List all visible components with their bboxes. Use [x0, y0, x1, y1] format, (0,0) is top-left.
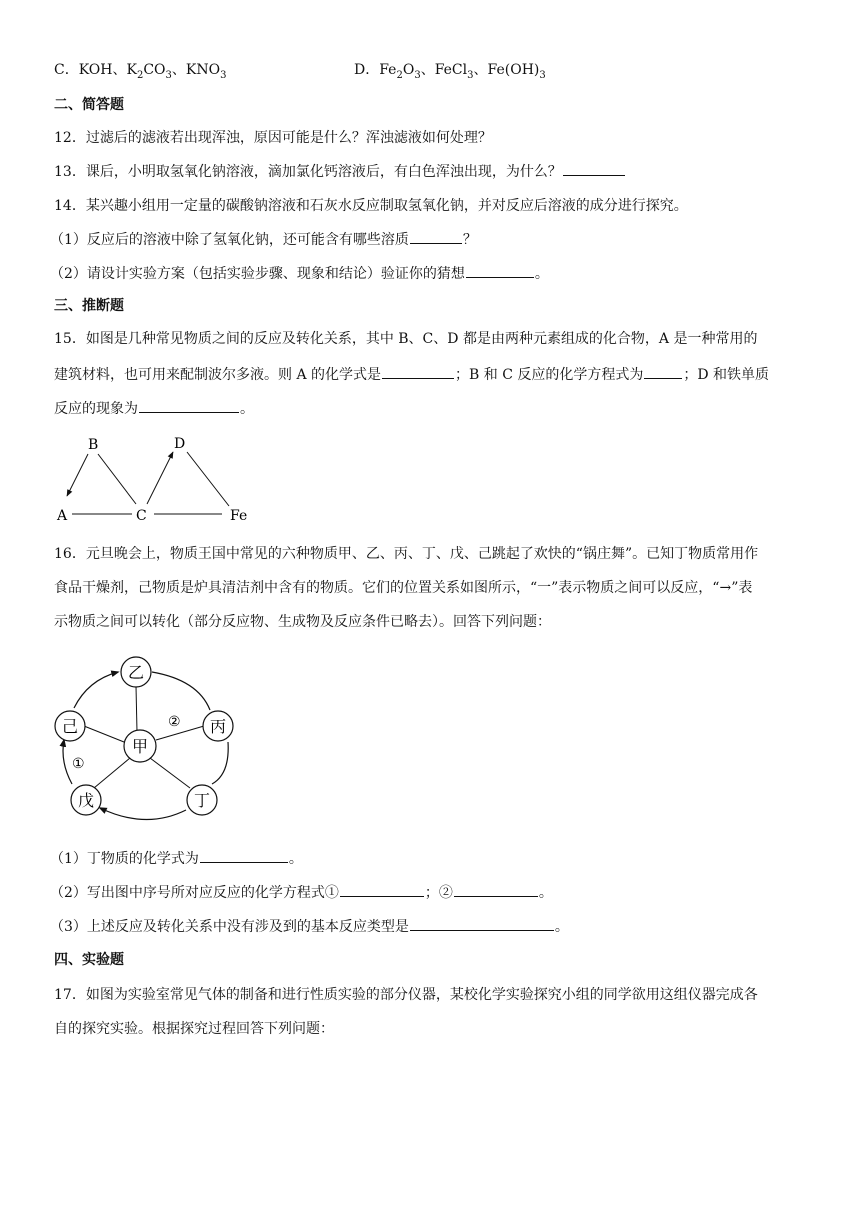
node-yi: 乙 — [127, 663, 145, 682]
question-15-line-3: 反应的现象为 。 — [54, 398, 254, 419]
answer-blank[interactable] — [466, 263, 534, 278]
question-17-line-2: 自的探究实验。根据探究过程回答下列问题： — [54, 1021, 334, 1037]
question-14-part-1: （1）反应后的溶液中除了氢氧化钠，还可能含有哪些溶质 ？ — [50, 229, 477, 250]
option-d: D．$Fe_2O_3$、FeCl$_3$、$Fe(OH)_3$ — [354, 62, 546, 81]
question-15-line-2: 建筑材料，也可用来配制波尔多液。则 A 的化学式是 ；B 和 C 反应的化学方程式为 ；D 和铁单质 — [54, 364, 769, 385]
answer-blank[interactable] — [139, 398, 239, 413]
arc-bing-ding — [212, 742, 228, 784]
node-a: A — [57, 508, 68, 524]
answer-blank[interactable] — [340, 882, 424, 897]
question-16-line-1: 16．元旦晚会上，物质王国中常见的六种物质甲、乙、丙、丁、戊、己跳起了欢快的“锅庄舞”。已知丁物质常用作 — [54, 546, 759, 562]
spoke-jia-ding — [150, 758, 190, 788]
spoke-jia-ji — [84, 726, 124, 742]
question-13: 13．课后，小明取氢氧化钠溶液，滴加氯化钙溶液后，有白色浑浊出现，为什么？ — [54, 161, 626, 182]
arc-ding-to-wu — [100, 808, 186, 820]
question-14-part-2: （2）请设计实验方案（包括实验步骤、现象和结论）验证你的猜想 。 — [50, 263, 549, 284]
line-c-to-d — [147, 452, 173, 504]
spoke-jia-yi — [136, 686, 137, 732]
node-ding: 丁 — [193, 791, 211, 810]
question-12: 12．过滤后的滤液若出现浑浊，原因可能是什么？浑浊滤液如何处理？ — [54, 130, 492, 146]
answer-blank[interactable] — [382, 364, 454, 379]
question-17-line-1: 17．如图为实验室常见气体的制备和进行性质实验的部分仪器，某校化学实验探究小组的同学欲用这组仪器完成各 — [54, 987, 758, 1003]
question-16-line-2: 食品干燥剂，己物质是炉具清洁剂中含有的物质。它们的位置关系如图所示，“一”表示物质之间可以反应，“→”表 — [54, 580, 753, 596]
node-fe: Fe — [230, 508, 248, 524]
answer-blank[interactable] — [410, 229, 462, 244]
node-jia: 甲 — [131, 737, 149, 756]
section-heading-4: 四、实验题 — [54, 952, 124, 968]
node-c: C — [136, 508, 147, 524]
node-bing: 丙 — [209, 717, 227, 736]
answer-blank[interactable] — [563, 161, 625, 176]
node-b: B — [88, 437, 99, 453]
mark-2: ② — [168, 714, 181, 730]
answer-blank[interactable] — [454, 882, 538, 897]
arc-yi-bing — [152, 672, 210, 710]
mark-1: ① — [72, 756, 85, 772]
question-14: 14．某兴趣小组用一定量的碳酸钠溶液和石灰水反应制取氢氧化钠，并对反应后溶液的成分进行探究。 — [54, 198, 688, 214]
question-16-part-3: （3）上述反应及转化关系中没有涉及到的基本反应类型是 。 — [50, 916, 569, 937]
line-b-to-a — [67, 454, 88, 496]
arc-wu-to-ji — [63, 740, 72, 784]
answer-blank[interactable] — [644, 364, 682, 379]
question-15-line-1: 15．如图是几种常见物质之间的反应及转化关系，其中 B、C、D 都是由两种元素组成的化合物，A 是一种常用的 — [54, 331, 758, 347]
arc-ji-to-yi — [74, 672, 118, 708]
option-c: C．KOH、$K_2CO_3$、$KNO_3$ — [54, 62, 227, 81]
section-heading-2: 二、简答题 — [54, 97, 124, 113]
answer-blank[interactable] — [200, 848, 288, 863]
node-wu: 戊 — [77, 791, 95, 810]
line-b-c — [98, 454, 136, 504]
node-d: D — [174, 436, 186, 452]
question-16-part-1: （1）丁物质的化学式为 。 — [50, 848, 303, 869]
answer-blank[interactable] — [410, 916, 554, 931]
section-heading-3: 三、推断题 — [54, 298, 124, 314]
question-16-line-3: 示物质之间可以转化（部分反应物、生成物及反应条件已略去）。回答下列问题： — [54, 614, 551, 630]
node-ji: 己 — [61, 717, 79, 736]
dance-diagram-16 — [48, 650, 244, 828]
spoke-jia-wu — [94, 758, 130, 788]
reaction-diagram-15 — [52, 432, 262, 528]
question-16-part-2: （2）写出图中序号所对应反应的化学方程式① ；② 。 — [50, 882, 553, 903]
line-d-fe — [187, 452, 229, 506]
